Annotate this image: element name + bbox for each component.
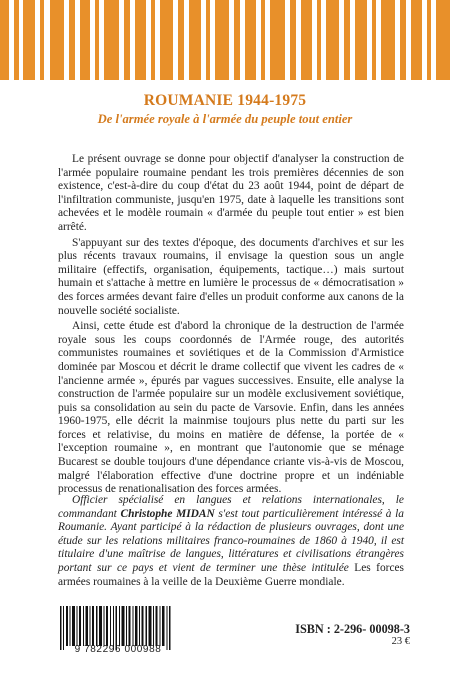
author-bio-part1: Officier spécialisé en langues et relations internationales, le commandant <box>58 494 404 520</box>
paragraph-3: Ainsi, cette étude est d'abord la chronique de la destruction de l'armée royale sous les coups coordonnés de l'Armée rouge, des autorités communistes roumaines et soviétiques et de la Commission d'Armistice dominée par Moscou et décrit le drame collectif que vivent les cadres de « l'ancienne armée », épurés par vagues successives. Ensuite, elle analyse la construction de l'armée populaire sur un modèle exclusivement soviétique, puis sa consolidation au sein du pacte de Varsovie. Enfin, dans les années 1960-1975, elle décrit la mainmise toujours plus nette du parti sur les forces et relativise, du moins en matière de défense, la portée de « l'exception roumaine », en montrant que l'autonomie que se ménage Bucarest se double toujours d'une dépendance criante vis-à-vis de Moscou, malgré l'élaboration effective d'une doctrine propre et un indéniable processus de renationalisation des forces armées. <box>58 320 404 496</box>
title-block <box>0 92 450 127</box>
barcode-digits: 9 782296 000988 <box>74 644 162 655</box>
author-bio <box>58 494 404 589</box>
paragraph-1: Le présent ouvrage se donne pour objectif d'analyser la construction de l'armée populaire roumaine pendant les trois premières décennies de son existence, c'est-à-dire du coup d'état du 23 août 1944, point de départ de l'infiltration communiste, jusqu'en 1975, date à laquelle les transitions sont achevées et le modèle roumain « d'armée du peuple tout entier » est bien arrêté. <box>58 153 404 233</box>
book-subtitle: De l'armée royale à l'armée du peuple tout entier <box>97 112 353 126</box>
paragraph-2: S'appuyant sur des textes d'époque, des documents d'archives et sur les plus récents travaux roumains, il envisage la question sous un angle militaire (effectifs, organisation, équipements, tactique…) mais surtout humain et s'attache à mettre en lumière le processus de « démocratisation » des forces armées devant faire d'elles un produit conforme aux canons de la nouvelle société socialiste. <box>58 236 404 317</box>
thesis-title: Les forces armées roumaines à la veille de la Deuxième Guerre mondiale. <box>58 561 404 588</box>
decorative-stripes <box>0 0 450 80</box>
isbn: ISBN : 2-296- 00098-3 <box>295 622 410 636</box>
author-name: Christophe MIDAN <box>120 507 215 520</box>
book-title: ROUMANIE 1944-1975 <box>143 92 307 109</box>
author-bio-part2: s'est tout particulièrement intéressé à la Roumanie. Ayant participé à la rédaction de plusieurs ouvrages, dont une étude sur les relations militaires franco-roumaines de 1860 à 1940, il est titulaire d'une maîtrise de langues, littératures et civilisations étrangères portant sur ce pays et vient de terminer une thèse intitulée <box>58 507 405 574</box>
price: 23 € <box>391 636 410 647</box>
description <box>58 153 404 499</box>
